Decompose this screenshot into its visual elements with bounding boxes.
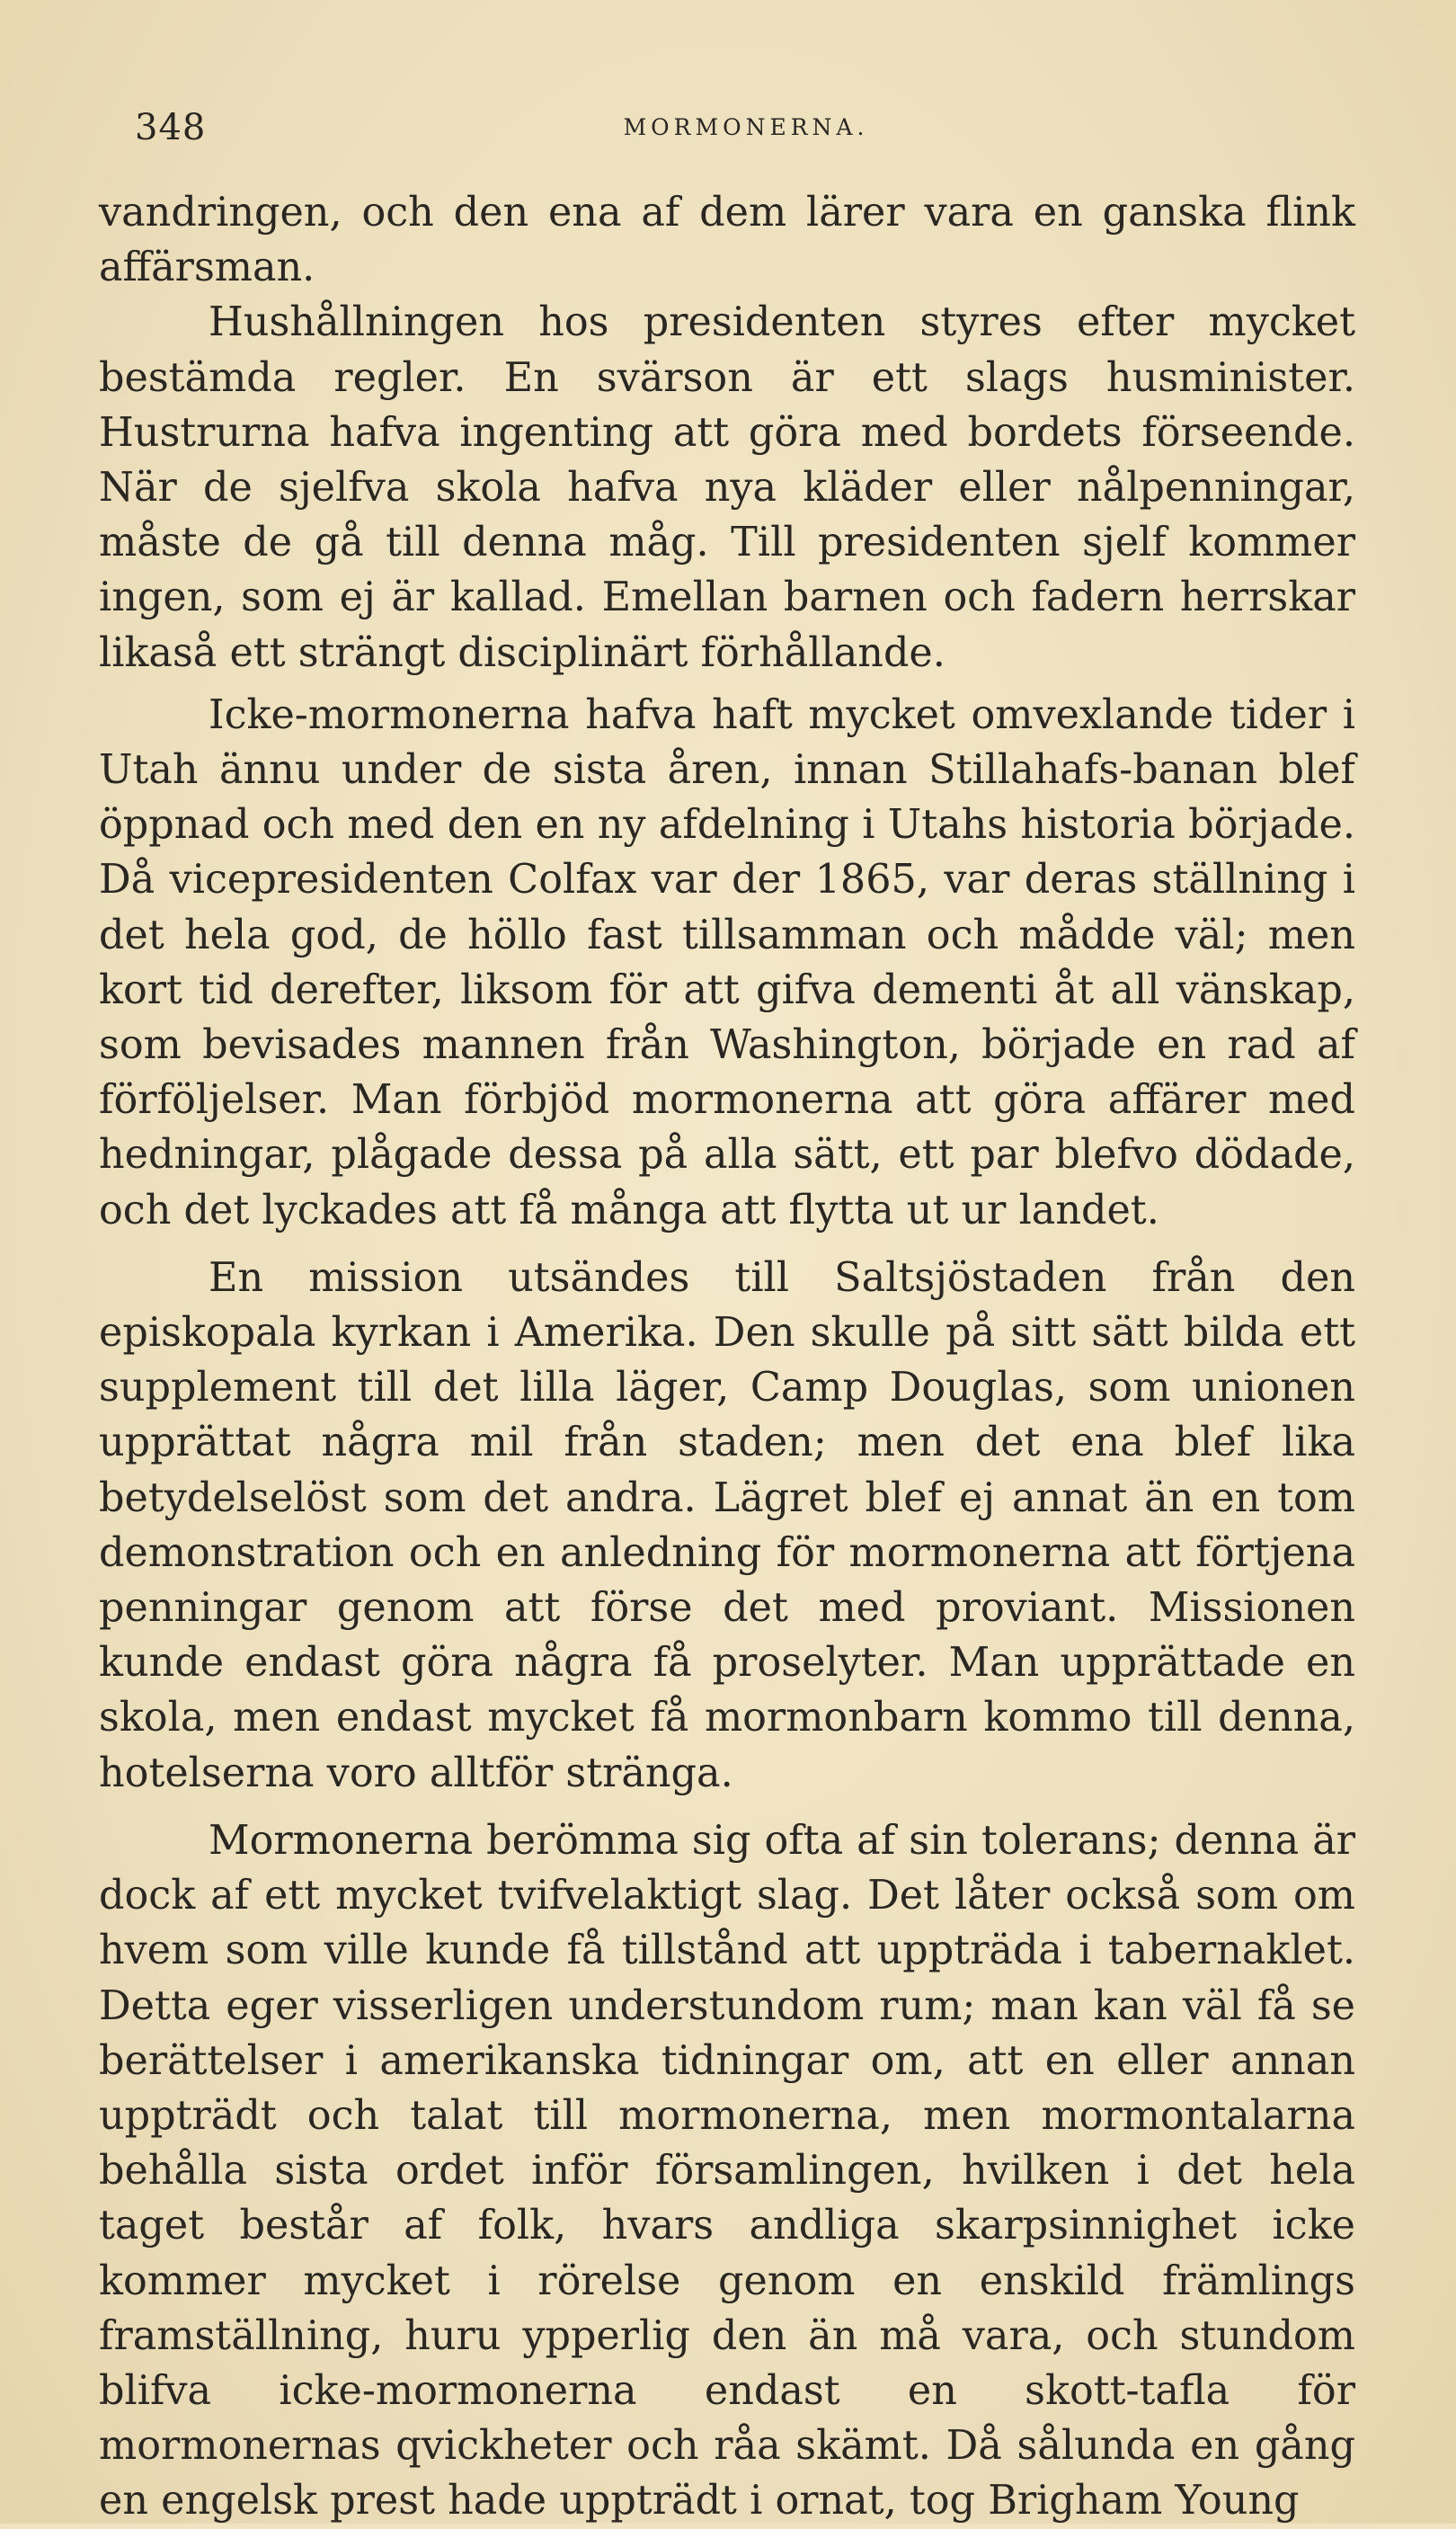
running-head bbox=[135, 101, 1357, 155]
body-text bbox=[99, 185, 1355, 2529]
paragraph-continuation: vandringen, och den ena af dem lärer vara en ganska flink affärsman. bbox=[99, 190, 1355, 291]
running-title: MORMONERNA. bbox=[623, 114, 869, 140]
paragraph-household: Hushållningen hos presidenten styres efter mycket bestämda regler. En svärson är ett slags husminister. Hustrurna hafva ingenting att göra med bordets förseende. När de sjelfva skola hafva nya kläder eller nålpenningar, måste de gå till denna måg. Till presidenten sjelf kommer ingen, som ej är kallad. Emellan barnen och fadern herrskar likaså ett strängt disciplinärt förhållande. bbox=[99, 299, 1355, 676]
paragraph-tolerance: Mormonerna berömma sig ofta af sin tolerans; denna är dock af ett mycket tvifvelaktigt slag. Det låter också som om hvem som ville kunde få tillstånd att uppträda i tabernaklet. Detta eger visserligen understundom rum; man kan väl få se berättelser i amerikanska tidningar om, att en eller annan uppträdt och talat till mormonerna, men mormontalarna behålla sista ordet inför församlingen, hvilken i det hela taget består af folk, hvars andliga skarpsinnighet icke kommer mycket i rörelse genom en enskild främlings framställning, huru ypperlig den än må vara, och stundom blifva icke-mormonerna endast en skott-tafla för mormonernas qvickheter och råa skämt. Då sålunda en gång en engelsk prest hade uppträdt i ornat, tog Brigham Young bbox=[99, 1817, 1355, 2525]
paragraph-mission: En mission utsändes till Saltsjöstaden från den episkopala kyrkan i Amerika. Den skulle på sitt sätt bilda ett supplement till det lilla läger, Camp Douglas, som unionen upprättat några mil från staden; men det ena blef lika betydelselöst som det andra. Lägret blef ej annat än en tom demonstration och en anledning för mormonerna att förtjena penningar genom att förse det med proviant. Missionen kunde endast göra några få proselyter. Man upprättade en skola, men endast mycket få mormonbarn kommo till denna, hotelserna voro alltför stränga. bbox=[99, 1254, 1355, 1796]
page-number: 348 bbox=[135, 107, 207, 148]
paragraph-non-mormons: Icke-mormonerna hafva haft mycket omvexlande tider i Utah ännu under de sista åren, innan Stillahafs-banan blef öppnad och med den en ny afdelning i Utahs historia började. Då vicepresidenten Colfax var der 1865, var deras ställning i det hela god, de höllo fast tillsamman och mådde väl; men kort tid derefter, liksom för att gifva dementi åt all vänskap, som bevisades mannen från Washington, började en rad af förföljelser. Man förbjöd mormonerna att göra affärer med hedningar, plågade dessa på alla sätt, ett par blefvo dödade, och det lyckades att få många att flytta ut ur landet. bbox=[99, 691, 1355, 1233]
